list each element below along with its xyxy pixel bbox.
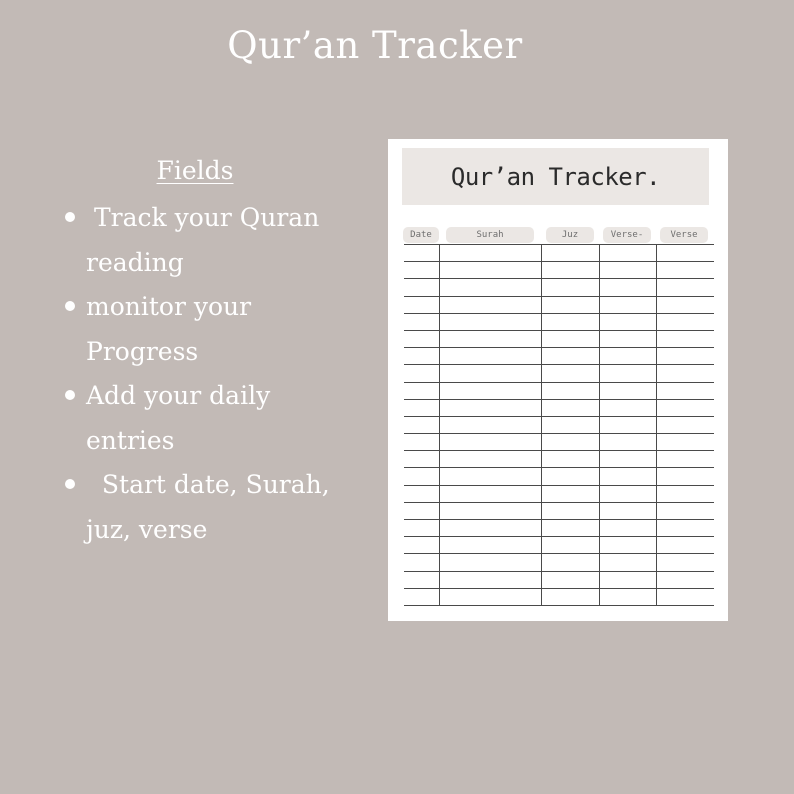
feature-text: Start date, Surah, juz, verse <box>86 470 330 544</box>
page-title: Qur’an Tracker <box>227 24 523 67</box>
table-row-line <box>404 330 714 331</box>
table-row-line <box>404 244 714 245</box>
table-row-line <box>404 296 714 297</box>
tracker-sheet-preview <box>388 139 728 621</box>
feature-list <box>60 196 360 552</box>
fields-heading: Fields <box>156 156 234 185</box>
bullet-icon <box>65 390 75 400</box>
table-row-line <box>404 399 714 400</box>
column-label-juz: Juz <box>546 227 594 243</box>
table-row-line <box>404 536 714 537</box>
table-column-divider <box>599 244 600 605</box>
table-row-line <box>404 553 714 554</box>
table-row-line <box>404 261 714 262</box>
feature-item-start-date <box>60 463 360 552</box>
table-row-line <box>404 278 714 279</box>
sheet-title: Qur’an Tracker. <box>450 162 661 191</box>
feature-item-entries <box>60 374 360 463</box>
table-row-line <box>404 313 714 314</box>
column-label-verse-end: Verse <box>660 227 708 243</box>
column-label-verse-start: Verse- <box>603 227 651 243</box>
table-row-line <box>404 588 714 589</box>
table-row-line <box>404 571 714 572</box>
table-row-line <box>404 450 714 451</box>
table-row-line <box>404 347 714 348</box>
column-label-date: Date <box>403 227 439 243</box>
column-label-surah: Surah <box>446 227 534 243</box>
table-column-divider <box>656 244 657 605</box>
table-row-line <box>404 519 714 520</box>
table-row-line <box>404 485 714 486</box>
bullet-icon <box>65 301 75 311</box>
table-row-line <box>404 416 714 417</box>
table-row-line <box>404 364 714 365</box>
table-row-line <box>404 605 714 606</box>
table-row-line <box>404 467 714 468</box>
tracker-table-grid <box>388 139 728 621</box>
feature-item-track <box>60 196 360 285</box>
feature-text: monitor your Progress <box>86 292 252 366</box>
feature-item-monitor <box>60 285 360 374</box>
table-row-line <box>404 433 714 434</box>
bullet-icon <box>65 212 75 222</box>
feature-text: Add your daily entries <box>86 381 271 455</box>
table-column-divider <box>439 244 440 605</box>
feature-text: Track your Quran reading <box>86 203 320 277</box>
table-row-line <box>404 502 714 503</box>
bullet-icon <box>65 479 75 489</box>
table-column-divider <box>541 244 542 605</box>
table-row-line <box>404 382 714 383</box>
